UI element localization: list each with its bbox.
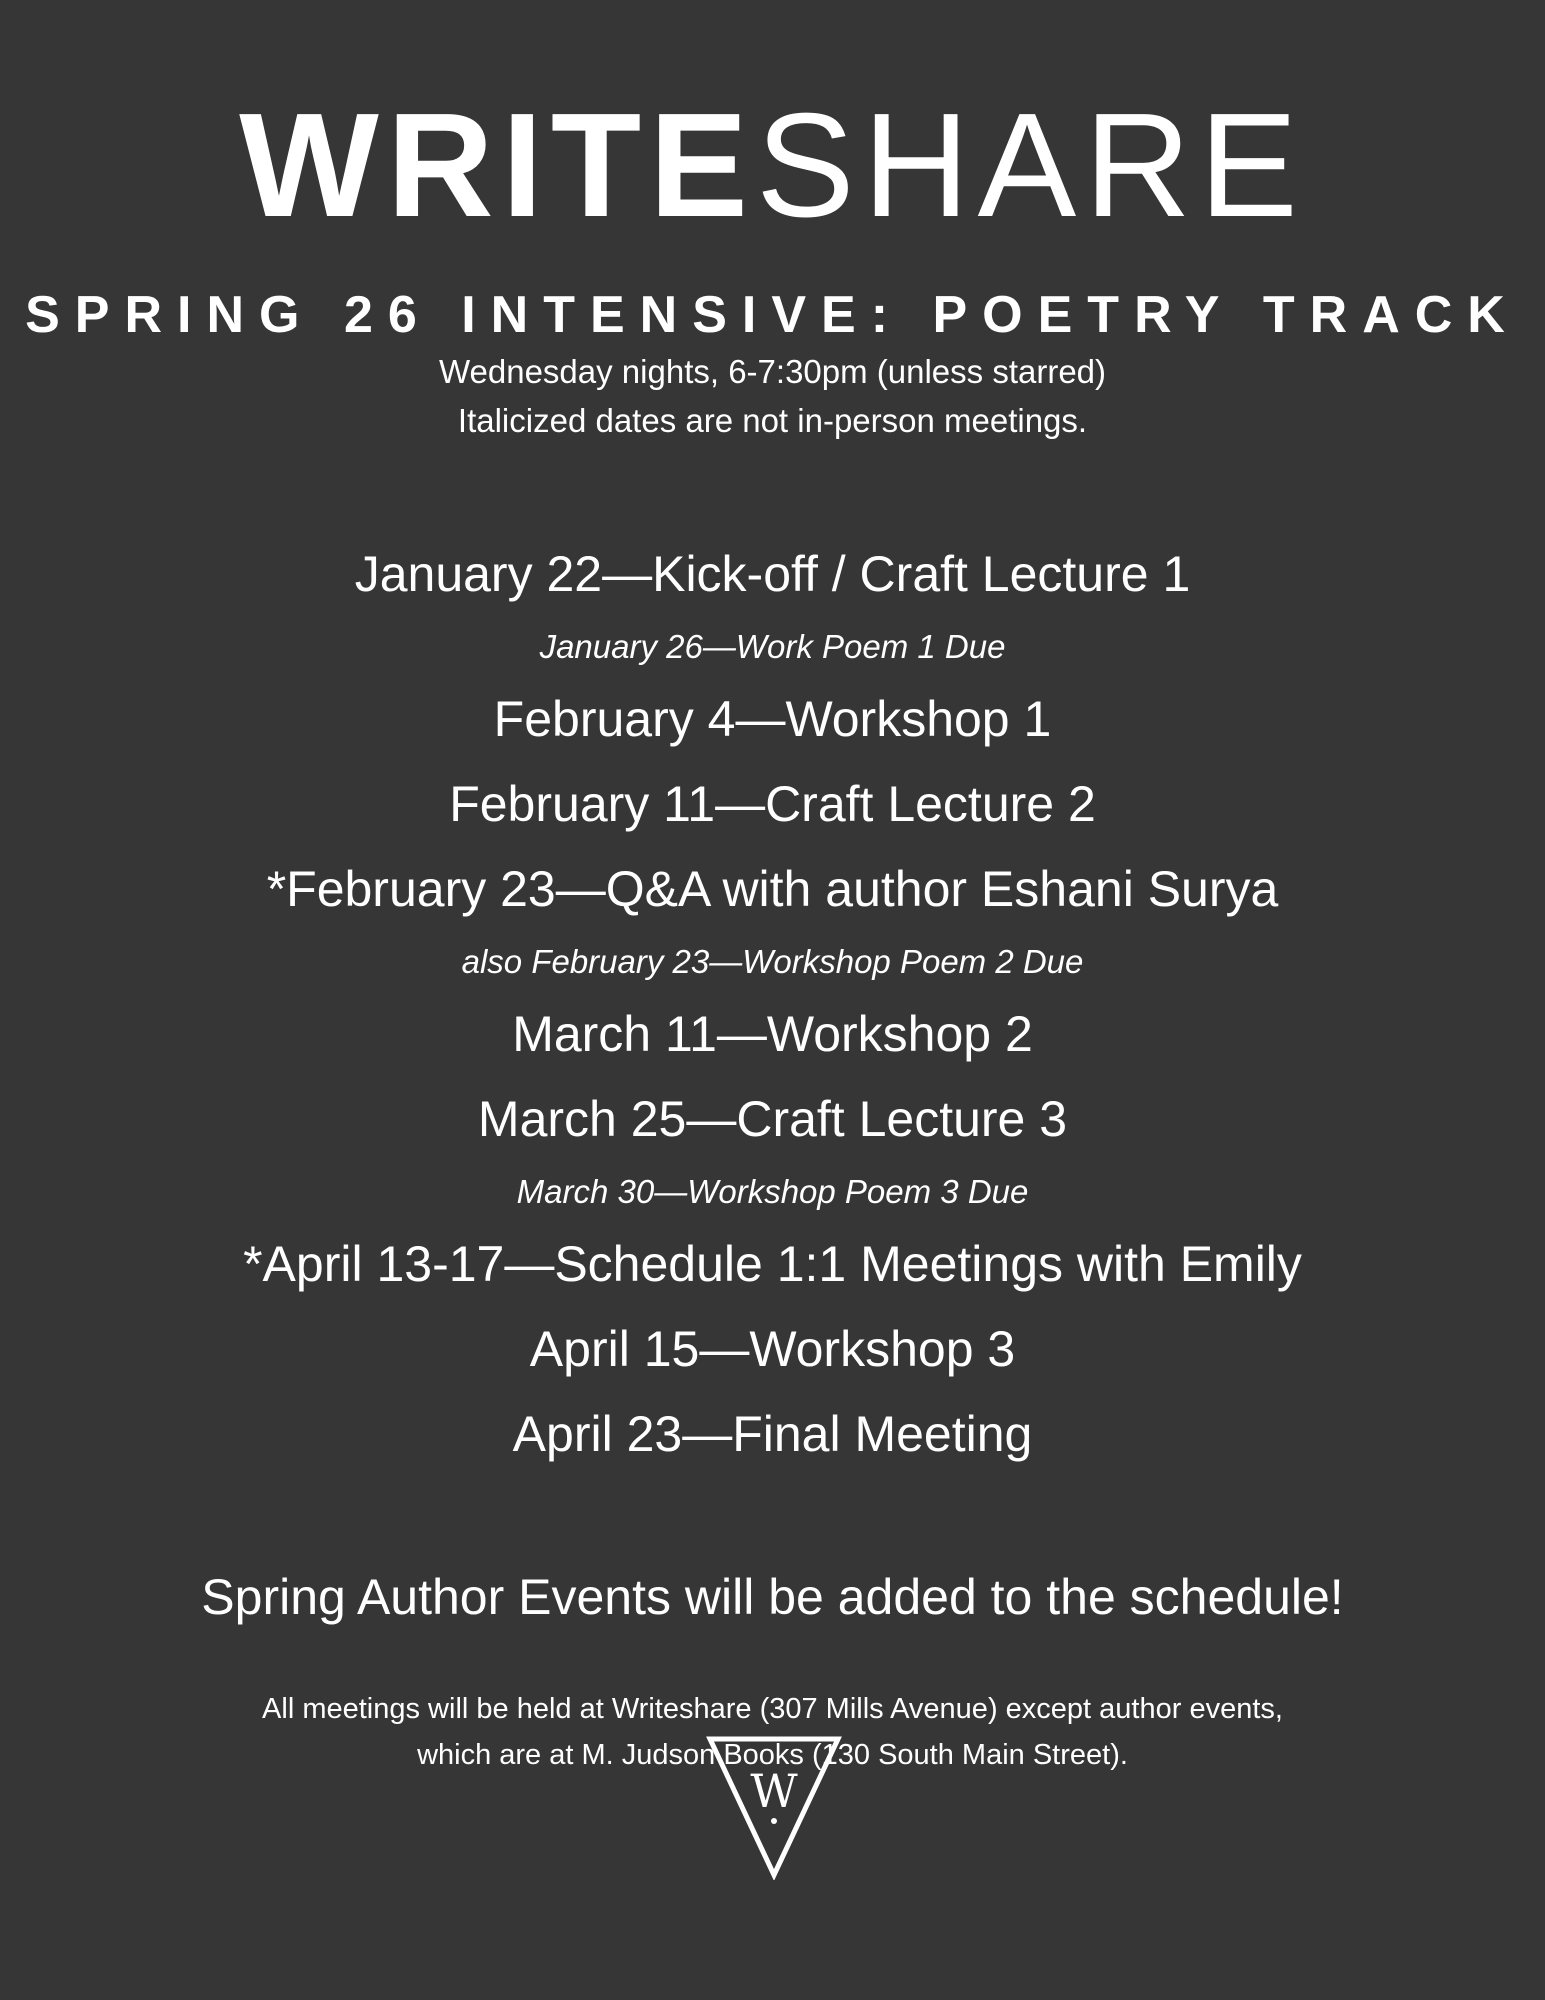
schedule-deadline-item: January 26—Work Poem 1 Due [539, 628, 1006, 665]
schedule-meeting-item: March 11—Workshop 2 [512, 1006, 1033, 1062]
logo-write: WRITE [239, 83, 756, 248]
schedule-note-time: Wednesday nights, 6-7:30pm (unless starred) [438, 353, 1107, 390]
schedule-note-italic: Italicized dates are not in-person meetings. [457, 402, 1088, 439]
schedule-meeting-item: *February 23—Q&A with author Eshani Surya [266, 861, 1279, 917]
schedule-meeting-item: *April 13-17—Schedule 1:1 Meetings with Emily [243, 1236, 1302, 1292]
page-subtitle: SPRING 26 INTENSIVE: POETRY TRACK [25, 286, 1520, 344]
mark-letter: W [750, 1764, 798, 1818]
schedule-meeting-item: April 15—Workshop 3 [529, 1321, 1016, 1377]
writeshare-triangle-w-icon [704, 1735, 844, 1880]
logo-share: SHARE [755, 83, 1306, 248]
schedule-list [0, 532, 1545, 1477]
footer-line-2: which are at M. Judson Books (130 South Main Street). [417, 1739, 1128, 1771]
writeshare-logo [0, 83, 1545, 248]
schedule-meeting-item: January 22—Kick-off / Craft Lecture 1 [354, 546, 1191, 602]
footer-line-1: All meetings will be held at Writeshare (307 Mills Avenue) except author events, [262, 1693, 1283, 1725]
schedule-meeting-item: March 25—Craft Lecture 3 [477, 1091, 1068, 1147]
schedule-deadline-item: March 30—Workshop Poem 3 Due [516, 1173, 1029, 1210]
schedule-meeting-item: February 11—Craft Lecture 2 [449, 776, 1096, 832]
author-events-note: Spring Author Events will be added to the schedule! [201, 1569, 1344, 1625]
schedule-meeting-item: February 4—Workshop 1 [493, 691, 1052, 747]
schedule-deadline-item: also February 23—Workshop Poem 2 Due [461, 943, 1084, 980]
schedule-meeting-item: April 23—Final Meeting [512, 1406, 1033, 1462]
